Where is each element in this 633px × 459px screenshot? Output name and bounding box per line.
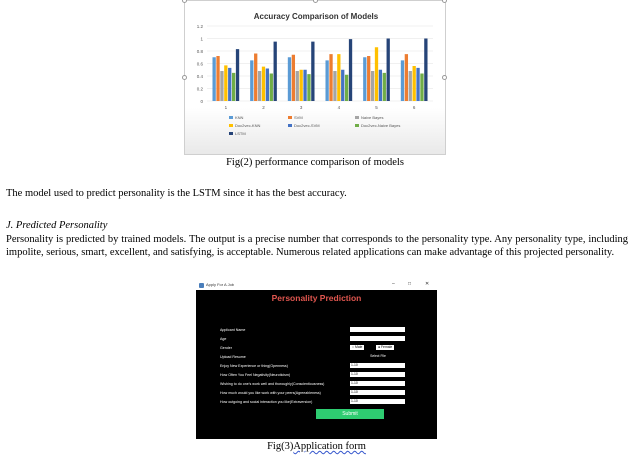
bar <box>236 49 239 101</box>
bar <box>424 39 427 102</box>
figure-caption: Fig(2) performance comparison of models <box>226 157 404 168</box>
chart-frame <box>184 0 446 155</box>
bar <box>375 47 378 101</box>
maximize-button[interactable]: □ <box>408 281 412 287</box>
x-tick-label: 3 <box>299 105 303 110</box>
bar <box>274 42 277 101</box>
bar <box>401 60 404 101</box>
legend-label: Doc2vec-SVM <box>294 123 320 128</box>
resize-handle[interactable] <box>442 75 447 80</box>
x-tick-label: 6 <box>412 105 416 110</box>
bar <box>371 71 374 101</box>
bar <box>307 74 310 101</box>
legend-swatch <box>229 124 233 127</box>
paragraph: The model used to predict personality is the LSTM since it has the best accuracy. <box>6 188 347 199</box>
bar <box>416 68 419 101</box>
bar <box>345 75 348 101</box>
field-label: Upload Resume <box>220 355 246 359</box>
bar <box>337 54 340 101</box>
bar <box>288 57 291 101</box>
bar <box>333 71 336 101</box>
bar <box>367 56 370 101</box>
field-input[interactable]: 1-10 <box>350 399 405 404</box>
bar <box>409 71 412 101</box>
y-tick-label: 1 <box>200 36 203 42</box>
field-label: Enjoy New Experience or thing(Openness) <box>220 364 288 368</box>
legend-label: Doc2vec-KNN <box>235 123 261 128</box>
bar <box>266 69 269 102</box>
x-tick-label: 2 <box>262 105 265 110</box>
bar <box>292 55 295 101</box>
field-input[interactable] <box>350 336 405 341</box>
gender-female-radio[interactable]: ● Female <box>378 345 393 349</box>
legend-label: KNN <box>235 115 244 120</box>
bar <box>300 70 303 101</box>
section-heading: J. Predicted Personality <box>6 220 108 231</box>
y-tick-label: 1.2 <box>196 23 203 29</box>
field-input[interactable]: 1-10 <box>350 363 405 368</box>
bar <box>224 65 227 101</box>
bar <box>363 57 366 101</box>
field-input[interactable] <box>350 327 405 332</box>
minimize-button[interactable]: – <box>392 281 395 287</box>
window-titlebar <box>196 281 437 290</box>
field-label: How much would you like work with your peers(Agreeableness) <box>220 391 321 395</box>
caption-text: Application form <box>293 441 366 452</box>
bar <box>303 70 306 101</box>
select-file-button[interactable]: Select File <box>350 354 405 359</box>
x-tick-label: 1 <box>224 105 228 110</box>
field-label: Applicant Name <box>220 328 246 332</box>
x-tick-label: 4 <box>337 105 341 110</box>
legend-swatch <box>229 132 233 135</box>
y-tick-label: 0 <box>200 98 203 104</box>
window-title: Apply For A Job <box>206 282 235 287</box>
bar <box>262 67 265 101</box>
bar <box>413 66 416 101</box>
legend-swatch <box>355 116 359 119</box>
bar <box>387 39 390 102</box>
y-tick-label: 0.8 <box>196 48 203 54</box>
bar <box>212 57 215 101</box>
bar <box>379 70 382 101</box>
caption-label: Fig(3) <box>267 441 294 452</box>
bar <box>220 71 223 101</box>
legend-label: Doc2vec-Naive Bayes <box>361 123 401 128</box>
bar <box>383 73 386 101</box>
field-label: How outgoing and social interaction you like(Extraversion) <box>220 400 313 404</box>
bar <box>325 60 328 101</box>
field-input[interactable]: 1-10 <box>350 390 405 395</box>
bar <box>254 54 257 102</box>
bar <box>296 71 299 101</box>
chart-title: Accuracy Comparison of Models <box>253 12 379 21</box>
app-icon <box>199 283 204 288</box>
submit-button[interactable]: Submit <box>316 409 384 419</box>
legend-label: SVM <box>294 115 303 120</box>
y-tick-label: 0.4 <box>196 73 203 79</box>
y-tick-label: 0.2 <box>196 86 203 92</box>
legend-swatch <box>288 124 292 127</box>
field-label: Wishing to do one's work well and thoroughly(Conscientiousness) <box>220 382 325 386</box>
resize-handle[interactable] <box>182 75 187 80</box>
legend-swatch <box>229 116 233 119</box>
bar <box>329 54 332 101</box>
bar <box>270 74 273 102</box>
bar <box>258 71 261 101</box>
field-label: Gender <box>220 346 232 350</box>
field-label: How Often You Feel Negativity(Neuroticism) <box>220 373 291 377</box>
field-input[interactable]: 1-10 <box>350 372 405 377</box>
bar <box>228 68 231 101</box>
legend-swatch <box>355 124 359 127</box>
application-window <box>196 281 437 439</box>
close-button[interactable]: ✕ <box>425 281 430 287</box>
legend-swatch <box>288 116 292 119</box>
bar <box>311 42 314 101</box>
x-tick-label: 5 <box>375 105 378 110</box>
bar <box>341 70 344 101</box>
y-tick-label: 0.6 <box>196 61 203 67</box>
field-input[interactable]: 1-10 <box>350 381 405 386</box>
bar <box>232 73 235 101</box>
field-label: Age <box>220 337 227 341</box>
bar <box>349 39 352 101</box>
bar <box>216 56 219 101</box>
app-heading: Personality Prediction <box>271 293 362 303</box>
bar <box>405 54 408 101</box>
legend-label: Naive Bayes <box>361 115 384 120</box>
gender-male-radio[interactable]: ○ Male <box>352 345 363 349</box>
figure-caption <box>196 441 437 452</box>
paragraph: Personality is predicted by trained models. The output is a precise number that corresponds to the personality type. Any personality type, including impolite, serious, smart, excellent, and satisfying, is acceptable. Numerous related applications can make advantage of this projected personality. <box>6 234 628 258</box>
bar <box>420 74 423 102</box>
legend-label: LSTM <box>235 131 246 136</box>
accuracy-chart <box>185 1 447 156</box>
bar <box>250 60 253 101</box>
